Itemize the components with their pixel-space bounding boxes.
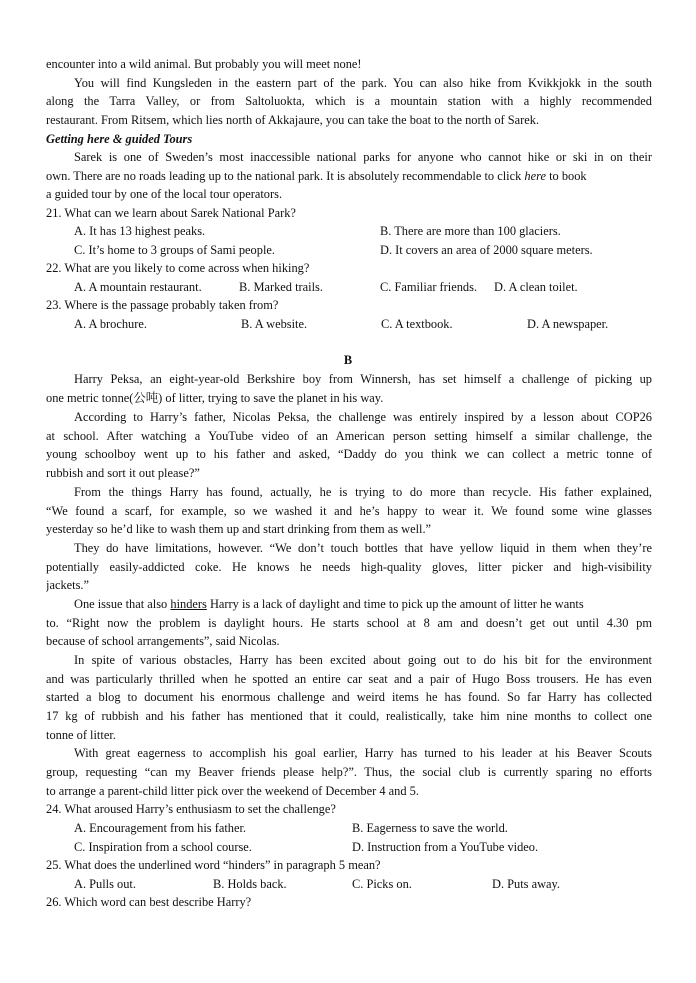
- question-options: [0, 278, 696, 296]
- option-b: B. Holds back.: [213, 877, 287, 891]
- option-a: A. It has 13 highest peaks.: [74, 224, 206, 238]
- question-options: [0, 222, 696, 240]
- option-d: D. It covers an area of 2000 square meters.: [380, 243, 593, 257]
- passage-b-line: at school. After watching a YouTube video of an American person setting himself a similar challenge, the: [46, 429, 652, 443]
- option-c: C. It’s home to 3 groups of Sami people.: [74, 243, 275, 257]
- passage-a-line: encounter into a wild animal. But probably you will meet none!: [46, 57, 362, 71]
- passage-b-line: They do have limitations, however. “We don’t touch bottles that have yellow liquid in them when they’re: [74, 541, 652, 555]
- passage-b-line: Harry Peksa, an eight-year-old Berkshire boy from Winnersh, has set himself a challenge of picking up: [74, 372, 652, 386]
- passage-b-line: rubbish and sort it out please?”: [46, 466, 200, 480]
- passage-b-line: and was particularly thrilled when he spotted an entire car seat and a pair of Hugo Boss trousers. He has even: [46, 672, 652, 686]
- passage-a-line: Sarek is one of Sweden’s most inaccessible national parks for anyone who cannot hike or ski in on their: [74, 150, 652, 164]
- option-c: C. Inspiration from a school course.: [74, 840, 252, 854]
- question-options: [0, 315, 696, 333]
- passage-a-line: a guided tour by one of the local tour operators.: [46, 187, 283, 201]
- passage-b-line: From the things Harry has found, actually, he is trying to do more than recycle. His father explained,: [74, 485, 652, 499]
- section-heading: Getting here & guided Tours: [46, 132, 193, 146]
- passage-b-line: started a blog to document his enormous challenge and weird items he has found. So far Harry has collected: [46, 690, 652, 704]
- option-c: C. Familiar friends.: [380, 280, 478, 294]
- option-c: C. Picks on.: [352, 877, 412, 891]
- passage-b-text: Harry is a lack of daylight and time to pick up the amount of litter he wants: [209, 597, 584, 611]
- passage-b-line: group, requesting “can my Beaver friends please help?”. Thus, the social club is currently sparing no efforts: [46, 765, 652, 779]
- passage-b-line: According to Harry’s father, Nicolas Peksa, the challenge was entirely inspired by a lesson about COP26: [74, 410, 652, 424]
- option-a: A. A mountain restaurant.: [74, 280, 202, 294]
- question-stem: 21. What can we learn about Sarek National Park?: [46, 206, 296, 220]
- option-d: D. Puts away.: [492, 877, 561, 891]
- passage-a-line: [46, 167, 652, 185]
- passage-b-line: jackets.”: [46, 578, 89, 592]
- question-options: [0, 241, 696, 259]
- option-b: B. Eagerness to save the world.: [352, 821, 508, 835]
- passage-b-line: tonne of litter.: [46, 728, 116, 742]
- question-options: [0, 875, 696, 893]
- passage-b-line: to arrange a parent-child litter pick over the weekend of December 4 and 5.: [46, 784, 419, 798]
- question-stem: 24. What aroused Harry’s enthusiasm to set the challenge?: [46, 802, 336, 816]
- passage-b-line: “We found a scarf, for example, so we washed it and he’s happy to wear it. We found some wine glasses: [46, 504, 652, 518]
- option-d: D. A clean toilet.: [494, 280, 578, 294]
- question-options: [0, 838, 696, 856]
- option-b: B. Marked trails.: [239, 280, 323, 294]
- underlined-word: hinders: [170, 597, 207, 611]
- passage-b-text: One issue that also: [74, 597, 168, 611]
- option-d: D. A newspaper.: [527, 317, 609, 331]
- passage-b-line: 17 kg of rubbish and his father has mentioned that it could, realistically, take him nine months to collect one: [46, 709, 652, 723]
- option-c: C. A textbook.: [381, 317, 453, 331]
- passage-a-line: restaurant. From Ritsem, which lies north of Akkajaure, you can take the boat to the north of Sarek.: [46, 113, 540, 127]
- option-a: A. Encouragement from his father.: [74, 821, 247, 835]
- passage-a-text: own. There are no roads leading up to the national park. It is absolutely recommendable to click: [46, 169, 522, 183]
- passage-b-line: With great eagerness to accomplish his goal earlier, Harry has turned to his leader at his Beaver Scouts: [74, 746, 652, 760]
- passage-a-line: along the Tarra Valley, or from Saltoluokta, which is a mountain station with a highly recommended: [46, 94, 652, 108]
- passage-b-line: to. “Right now the problem is daylight hours. He starts school at 8 am and doesn’t get out until 4.30 pm: [46, 616, 652, 630]
- option-a: A. Pulls out.: [74, 877, 136, 891]
- question-stem: 25. What does the underlined word “hinders” in paragraph 5 mean?: [46, 858, 381, 872]
- option-b: B. There are more than 100 glaciers.: [380, 224, 561, 238]
- passage-b-title: B: [343, 353, 353, 367]
- option-d: D. Instruction from a YouTube video.: [352, 840, 539, 854]
- passage-b-line: potentially easily-addicted coke. He knows he needs high-quality gloves, litter picker and high-visibility: [46, 560, 652, 574]
- question-stem: 26. Which word can best describe Harry?: [46, 895, 252, 909]
- passage-b-line: because of school arrangements”, said Nicolas.: [46, 634, 280, 648]
- question-stem: 22. What are you likely to come across when hiking?: [46, 261, 310, 275]
- passage-b-line: one metric tonne(公吨) of litter, trying to save the planet in his way.: [46, 391, 384, 405]
- passage-b-line: young schoolboy went up to his father and asked, “Daddy do you think we can collect a metric tonne of: [46, 447, 652, 461]
- passage-b-line: In spite of various obstacles, Harry has been excited about going out to do his bit for the environment: [74, 653, 652, 667]
- passage-b-line: yesterday so he’d like to wash them up and start drinking from them as well.”: [46, 522, 432, 536]
- passage-b-line: [74, 595, 652, 613]
- option-b: B. A website.: [241, 317, 308, 331]
- option-a: A. A brochure.: [74, 317, 147, 331]
- passage-a-line: You will find Kungsleden in the eastern part of the park. You can also hike from Kvikkjokk in the south: [74, 76, 652, 90]
- question-stem: 23. Where is the passage probably taken from?: [46, 298, 279, 312]
- here-link-text: here: [524, 169, 546, 183]
- passage-a-text: to book: [549, 169, 587, 183]
- question-options: [0, 819, 696, 837]
